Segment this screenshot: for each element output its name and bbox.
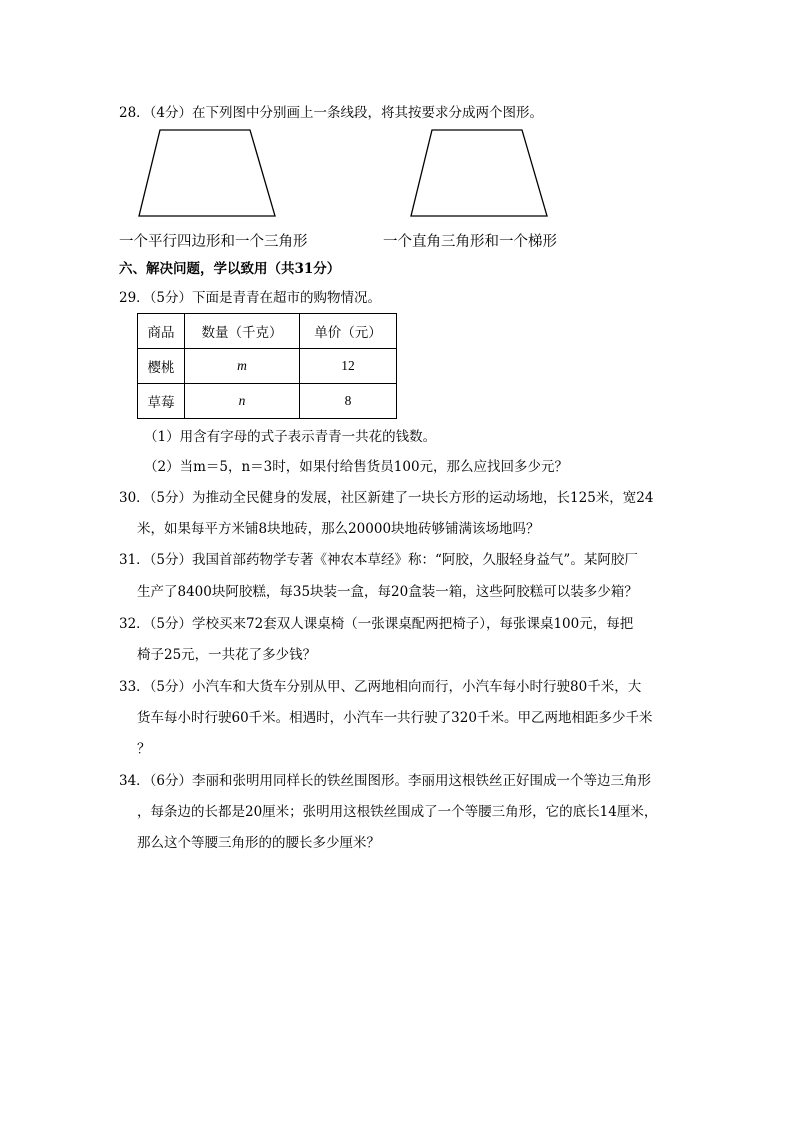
table-header-row [138,314,397,349]
price-cell: 12 [300,349,397,384]
header-quantity: 数量（千克） [185,314,300,349]
q34-line2: ，每条边的长都是20厘米；张明用这根铁丝围成了一个等腰三角形，它的底长14厘米， [137,804,658,820]
q33-line1: 33．（5分）小汽车和大货车分别从甲、乙两地相向而行，小汽车每小时行驶80千米，大 [119,679,642,695]
trapezoid-right [408,128,550,220]
q29-sub1: （1）用含有字母的式子表示青青一共花的钱数。 [144,429,437,445]
quantity-cell: m [185,349,300,384]
q33-line2: 货车每小时行驶60千米。相遇时，小汽车一共行驶了320千米。甲乙两地相距多少千米 [137,710,653,726]
item-cell: 草莓 [138,384,185,419]
q30-line2: 米，如果每平方米铺8块地砖，那么20000块地砖够铺满该场地吗？ [137,521,540,537]
header-price: 单价（元） [300,314,397,349]
q29-sub2: （2）当m＝5，n＝3时，如果付给售货员100元，那么应找回多少元？ [144,459,569,475]
header-item: 商品 [138,314,185,349]
q30-line1: 30．（5分）为推动全民健身的发展，社区新建了一块长方形的运动场地，长125米，宽24 [119,490,654,506]
shopping-table [137,313,397,419]
q28-text: 28．（4分）在下列图中分别画上一条线段，将其按要求分成两个图形。 [119,105,544,121]
q31-line2: 生产了8400块阿胶糕，每35块装一盒，每20盒装一箱，这些阿胶糕可以装多少箱？ [137,584,638,600]
item-cell: 樱桃 [138,349,185,384]
q28-label-right: 一个直角三角形和一个梯形 [383,234,557,250]
price-cell: 8 [300,384,397,419]
q29-text: 29．（5分）下面是青青在超市的购物情况。 [119,290,382,306]
q33-line3: ？ [137,741,151,757]
table-row [138,349,397,384]
q34-line1: 34．（6分）李丽和张明用同样长的铁丝围图形。李丽用这根铁丝正好围成一个等边三角形 [119,773,652,789]
q32-line2: 椅子25元，一共花了多少钱？ [137,647,317,663]
trapezoid-left [136,128,278,220]
table-row [138,384,397,419]
q34-line3: 那么这个等腰三角形的的腰长多少厘米？ [137,835,380,851]
quantity-cell: n [185,384,300,419]
q28-label-left: 一个平行四边形和一个三角形 [119,234,308,250]
q32-line1: 32．（5分）学校买来72套双人课桌椅（一张课桌配两把椅子），每张课桌100元，每把 [119,616,634,632]
section-6-title: 六、解决问题，学以致用（共31分） [119,261,341,277]
q31-line1: 31．（5分）我国首部药物学专著《神农本草经》称：“阿胶，久服轻身益气”。某阿胶厂 [119,552,638,568]
